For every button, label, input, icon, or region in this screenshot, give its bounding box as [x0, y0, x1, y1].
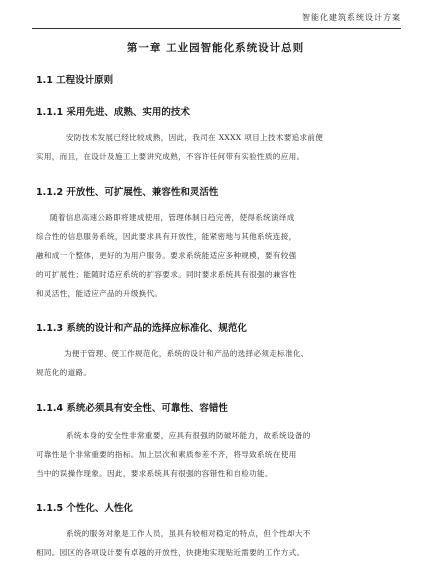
paragraph-line: 融和成一个整体，更好的为用户服务。要求系统能适应多种规模，要有较强	[36, 251, 297, 260]
paragraph-line: 可靠性是个非常重要的指标。加上层次和素质参差不齐，将导致系统在使用	[36, 450, 297, 459]
paragraph-line: 规范化的道路。	[36, 368, 92, 377]
chapter-title: 第一章 工业园智能化系统设计总则	[126, 42, 305, 54]
paragraph-line: 当中的误操作现象。因此，要求系统具有很强的容错性和自检功能。	[36, 469, 273, 478]
paragraph-1-1-1	[36, 128, 396, 166]
section-heading-1-1-4: 1.1.4 系统必须具有安全性、可靠性、容错性	[36, 403, 228, 414]
paragraph-line: 为便于管理、使工作规范化，系统的设计和产品的选择必须走标准化、	[64, 349, 309, 358]
paragraph-line: 的可扩展性；能随时适应系统的扩容要求。同时要求系统具有很强的兼容性	[36, 270, 297, 279]
section-heading-1-1-5: 1.1.5 个性化、人性化	[36, 503, 133, 514]
paragraph-line: 随着信息高速公路即将建成使用，管理体制日趋完善，使得系统演绎成	[50, 213, 295, 222]
paragraph-line: 综合性的信息服务系统，因此要求具有开放性，能紧密地与其他系统连接，	[36, 232, 297, 241]
section-heading-1-1-3: 1.1.3 系统的设计和产品的选择应标准化、规范化	[36, 323, 247, 334]
header-divider	[32, 28, 401, 29]
section-heading-1-1-2: 1.1.2 开放性、可扩展性、兼容性和灵活性	[36, 187, 219, 198]
section-heading-1-1: 1.1 工程设计原则	[36, 75, 114, 86]
paragraph-line: 系统本身的安全性非常重要，应具有很强的防破坏能力，故系统设备的	[66, 431, 311, 440]
running-header: 智能化建筑系统设计方案	[302, 13, 401, 22]
paragraph-1-1-4	[36, 426, 396, 483]
paragraph-1-1-2	[36, 208, 396, 303]
paragraph-line: 实用，而且，在设计及施工上要讲究成熟，不容许任何带有实验性质的应用。	[36, 152, 305, 161]
paragraph-line: 和灵活性，能适应产品的升级换代。	[36, 289, 163, 298]
section-heading-1-1-1: 1.1.1 采用先进、成熟、实用的技术	[36, 107, 190, 118]
paragraph-line: 相同。园区的各项设计要有卓越的开放性，快捷地实现贴近需要的工作方式。	[36, 548, 305, 557]
paragraph-line: 系统的服务对象是工作人员，虽具有较相对稳定的特点，但个性却大不	[66, 529, 311, 538]
paragraph-1-1-3	[36, 344, 396, 382]
paragraph-1-1-5	[36, 524, 396, 562]
paragraph-line: 安防技术发展已经比较成熟，因此，我司在 XXXX 项目上技术要追求前便	[66, 133, 324, 142]
